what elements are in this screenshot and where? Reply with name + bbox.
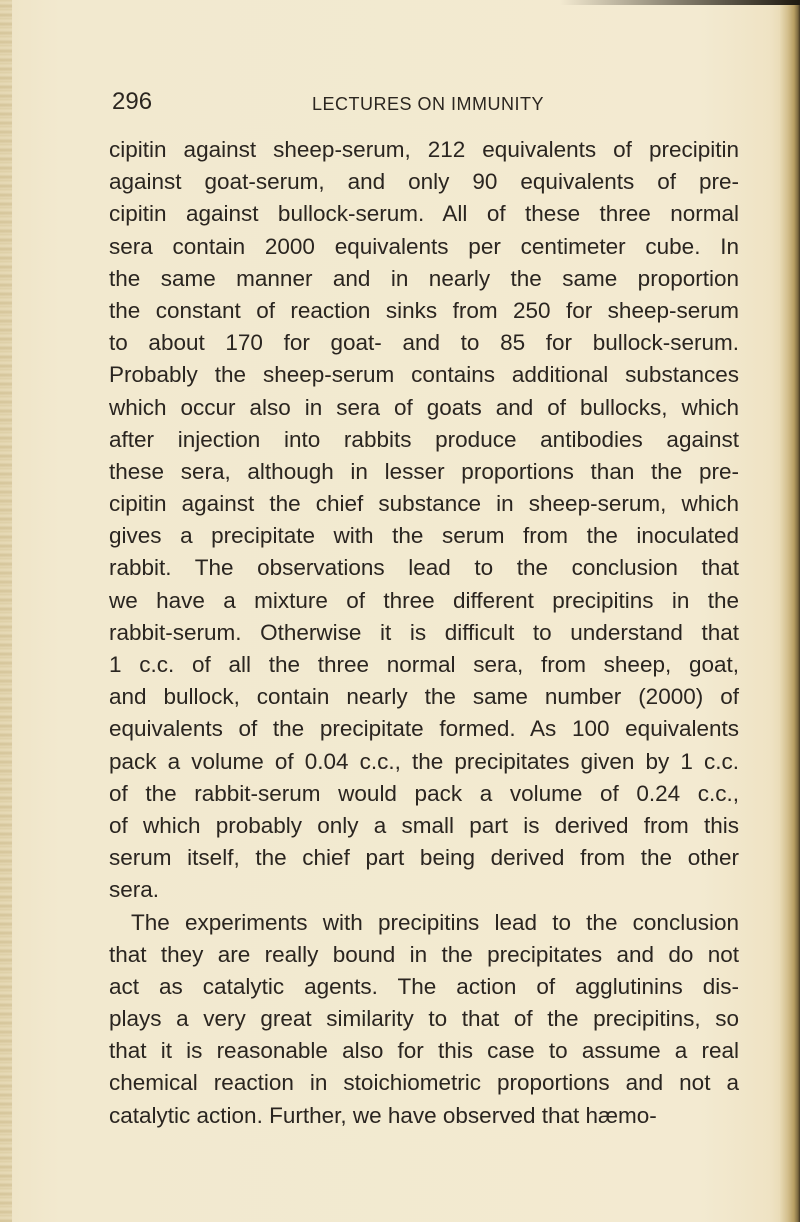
text-line: against goat-serum, and only 90 equivalents of pre- (109, 169, 739, 195)
text-line: cipitin against the chief substance in sheep-serum, which (109, 491, 739, 517)
text-line: we have a mixture of three different precipitins in the (109, 587, 739, 613)
page-top-shadow (560, 0, 800, 5)
text-line: pack a volume of 0.04 c.c., the precipitates given by 1 c.c. (109, 748, 739, 774)
text-line: sera contain 2000 equivalents per centimeter cube. In (109, 233, 739, 259)
text-line: equivalents of the precipitate formed. As 100 equivalents (109, 716, 739, 742)
text-line: catalytic action. Further, we have observed that hæmo- (109, 1102, 657, 1128)
text-line: of which probably only a small part is derived from this (109, 812, 739, 838)
text-line: to about 170 for goat- and to 85 for bullock-serum. (109, 330, 739, 356)
text-line: chemical reaction in stoichiometric proportions and not a (109, 1070, 739, 1096)
text-line: that they are really bound in the precipitates and do not (109, 941, 739, 967)
text-line: the same manner and in nearly the same proportion (109, 265, 739, 291)
text-line: sera. (109, 877, 160, 903)
text-line: of the rabbit-serum would pack a volume of 0.24 c.c., (109, 780, 739, 806)
page-right-edge (780, 0, 800, 1222)
text-line: The experiments with precipitins lead to the conclusion (131, 909, 739, 935)
text-line: cipitin against sheep-serum, 212 equivalents of precipitin (109, 137, 739, 162)
text-line: after injection into rabbits produce antibodies against (109, 426, 739, 452)
running-title: LECTURES ON IMMUNITY (312, 94, 545, 114)
text-line: the constant of reaction sinks from 250 for sheep-serum (109, 297, 739, 323)
text-line: plays a very great similarity to that of the precipitins, so (109, 1006, 739, 1032)
text-line: act as catalytic agents. The action of agglutinins dis- (109, 973, 739, 999)
text-line: serum itself, the chief part being derived from the other (109, 845, 739, 871)
text-line: rabbit-serum. Otherwise it is difficult to understand that (109, 619, 739, 645)
text-line: that it is reasonable also for this case to assume a real (109, 1038, 739, 1064)
text-line: Probably the sheep-serum contains additional substances (109, 362, 739, 388)
text-line: these sera, although in lesser proportions than the pre- (109, 458, 739, 484)
text-line: cipitin against bullock-serum. All of these three normal (109, 201, 739, 227)
text-line: gives a precipitate with the serum from the inoculated (109, 523, 739, 549)
text-line: which occur also in sera of goats and of bullocks, which (109, 394, 739, 420)
page-number: 296 (112, 88, 153, 115)
text-line: rabbit. The observations lead to the conclusion that (109, 555, 739, 581)
body-text (109, 134, 739, 1132)
text-line: and bullock, contain nearly the same number (2000) of (109, 684, 739, 710)
page-header (112, 86, 732, 122)
page-left-edge (0, 0, 12, 1222)
text-line: 1 c.c. of all the three normal sera, from sheep, goat, (109, 652, 739, 677)
